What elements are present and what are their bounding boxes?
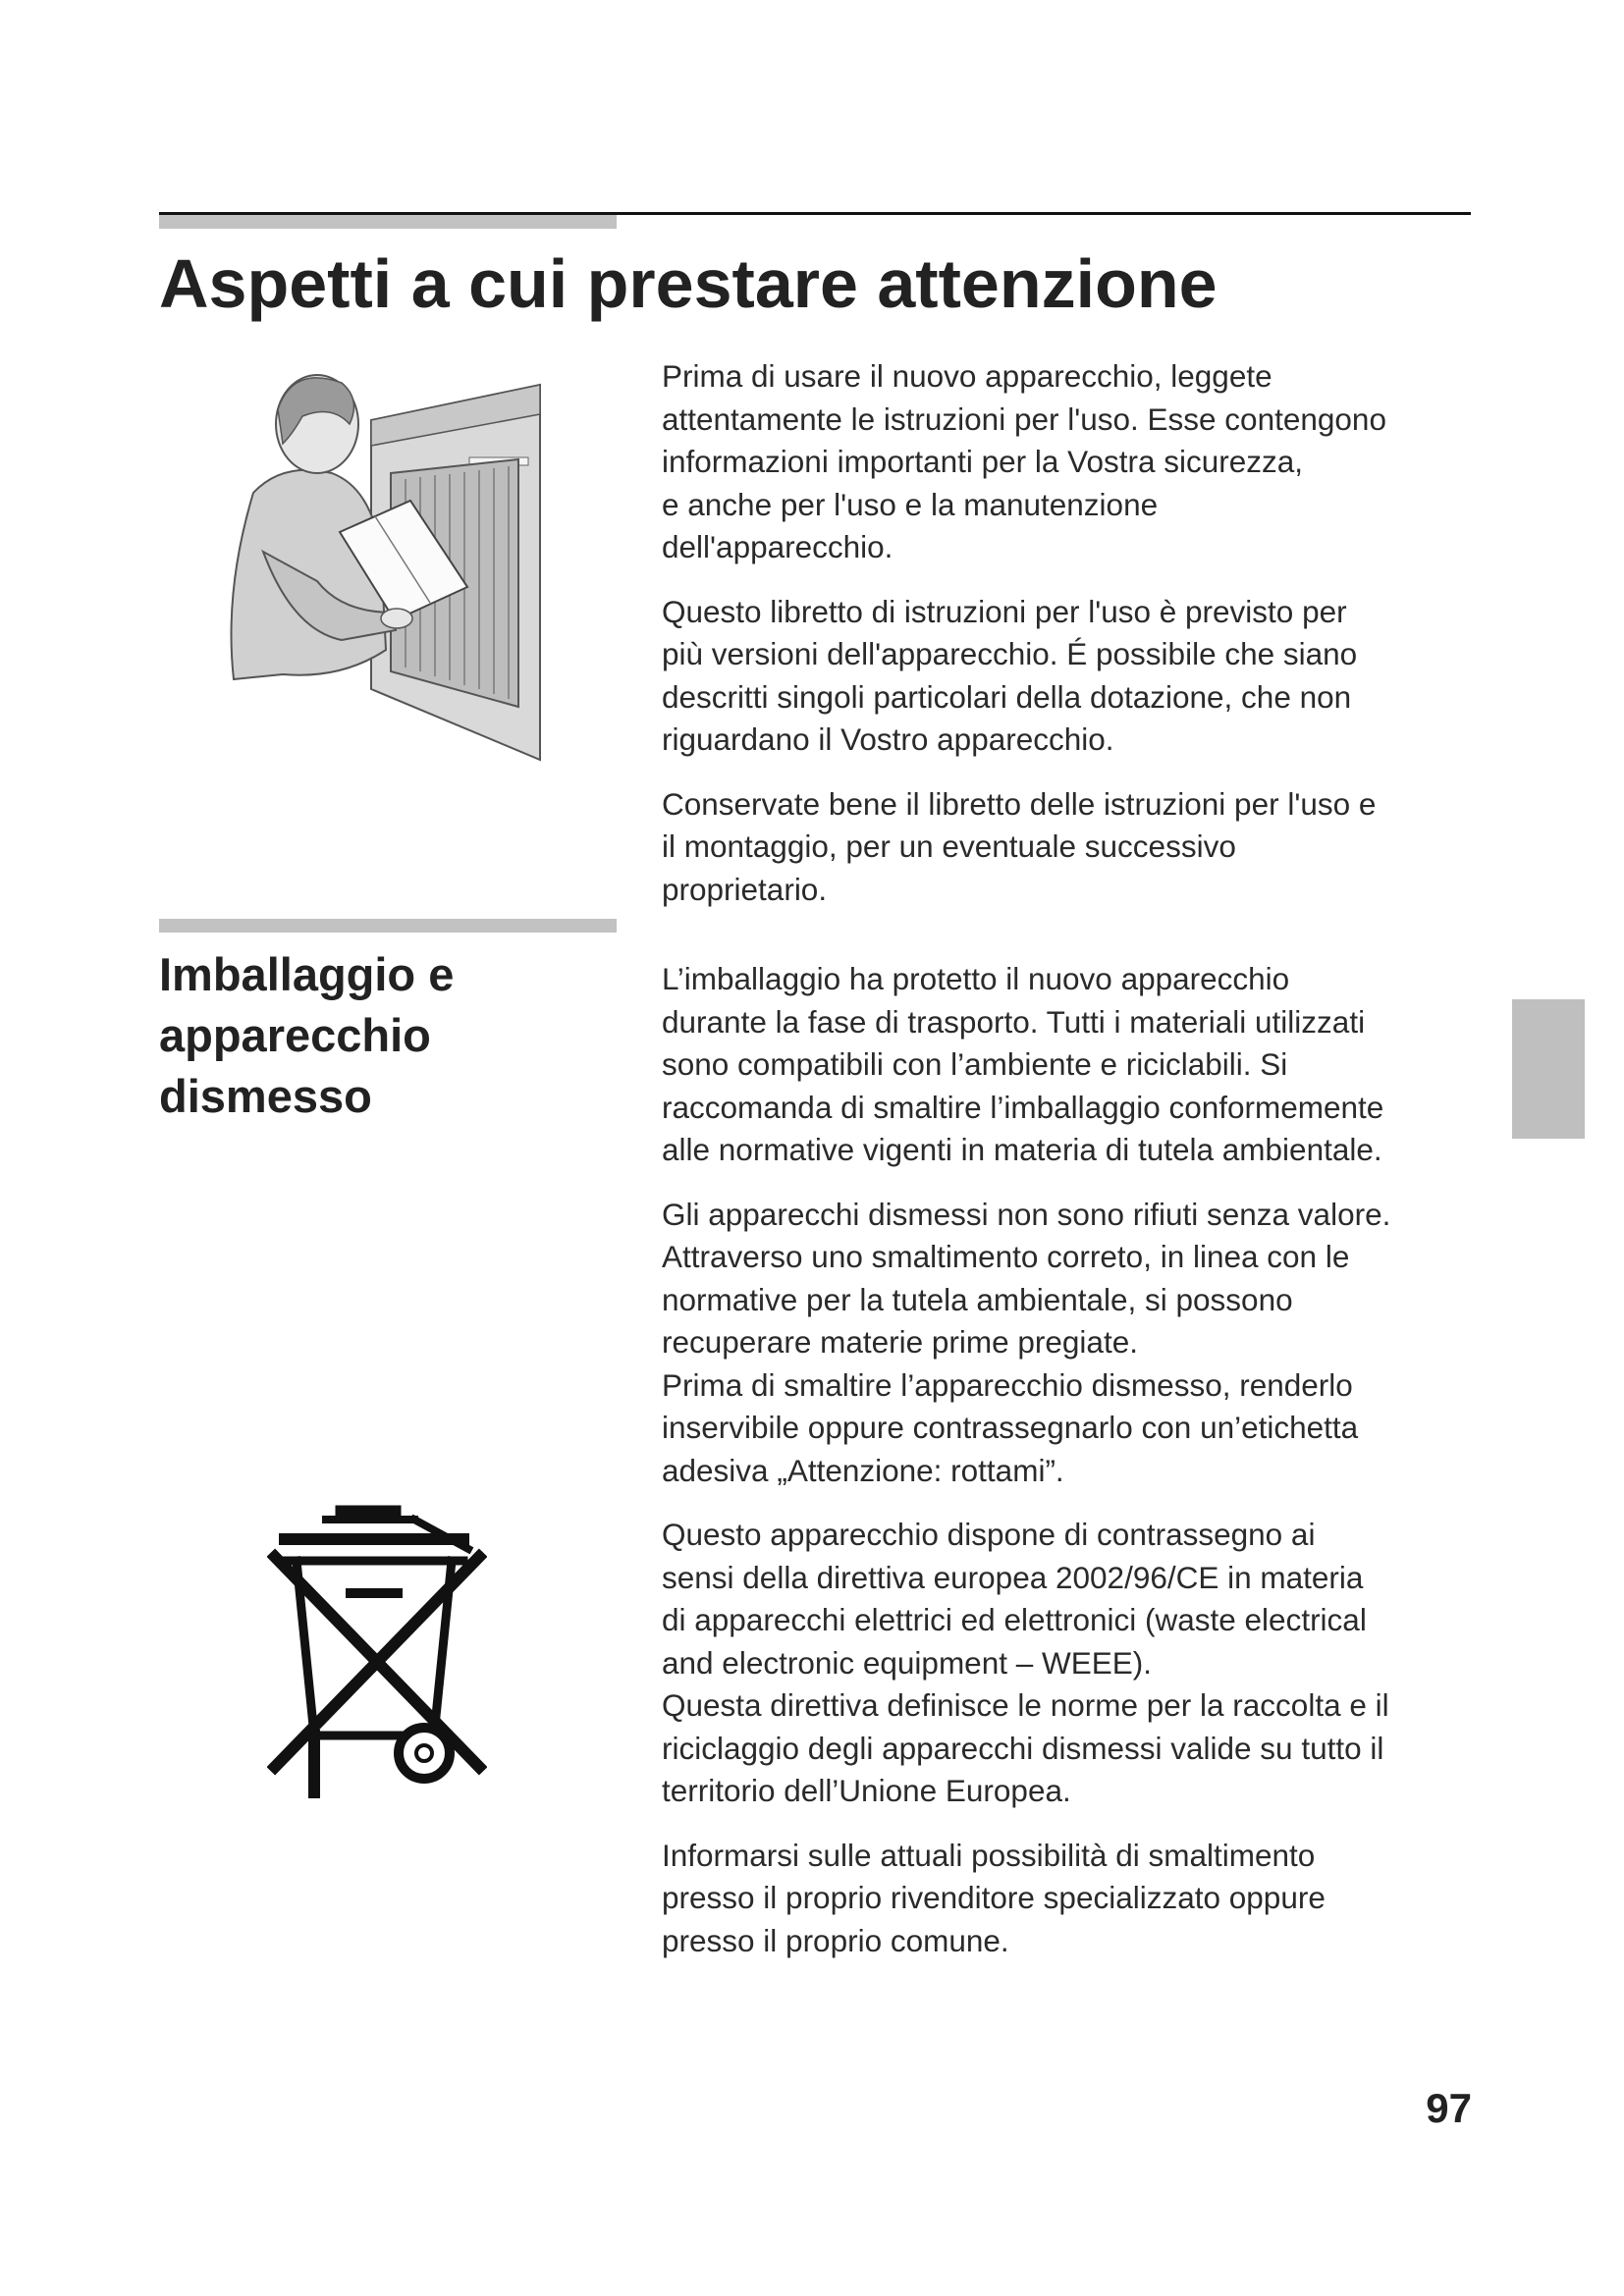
intro-paragraph: Conservate bene il libretto delle istruzioni per l'uso e il montaggio, per un eventuale successivo proprietario. [662, 785, 1377, 907]
section-title: Imballaggio e apparecchio dismesso [159, 948, 455, 1122]
intro-paragraph: Prima di usare il nuovo apparecchio, leggete attentamente le istruzioni per l'uso. Esse contengono informazioni importanti per la Vostra sicurezza, e anche per l'uso e la manutenzione dell'apparecchio. [662, 358, 1386, 564]
section-paragraph: Gli apparecchi dismessi non sono rifiuti senza valore. Attraverso uno smaltimento correto, in linea con le normative per la tutela ambientale, si possono recuperare materie prime pregiate. Prima di smaltire l’apparecchio dismesso, renderlo inservibile oppure contrassegnarlo con un’etichetta adesiva „Attenzione: rottami”. [662, 1196, 1391, 1488]
section-text [662, 958, 1481, 1984]
crossed-out-wheelie-bin-icon [267, 1500, 487, 1798]
section-paragraph: Informarsi sulle attuali possibilità di smaltimento presso il proprio rivenditore specializzato oppure presso il proprio comune. [662, 1837, 1326, 1958]
section-paragraph: L’imballaggio ha protetto il nuovo apparecchio durante la fase di trasporto. Tutti i materiali utilizzati sono compatibili con l’ambiente e riciclabili. Si raccomanda di smaltire l’imballaggio conformemente alle normative vigenti in materia di tutela ambientale. [662, 961, 1384, 1167]
top-rule-accent [159, 215, 617, 229]
page-number: 97 [1426, 2085, 1472, 2131]
intro-text [662, 355, 1481, 933]
person-reading-manual-at-oven-icon [224, 355, 558, 768]
chapter-tab [1512, 999, 1585, 1139]
section-paragraph: Questo apparecchio dispone di contrassegno ai sensi della direttiva europea 2002/96/CE in materia di apparecchi elettrici ed elettronici (waste electrical and electronic equipment – WEEE). Questa direttiva definisce le norme per la raccolta e il riciclaggio degli apparecchi dismessi valide su tutto il territorio dell’Unione Europea. [662, 1517, 1389, 1808]
section-rule [159, 919, 617, 933]
page-title: Aspetti a cui prestare attenzione [159, 245, 1218, 322]
intro-paragraph: Questo libretto di istruzioni per l'uso è previsto per più versioni dell'apparecchio. É possibile che siano descritti singoli particolari della dotazione, che non riguardano il Vostro apparecchio. [662, 593, 1358, 757]
